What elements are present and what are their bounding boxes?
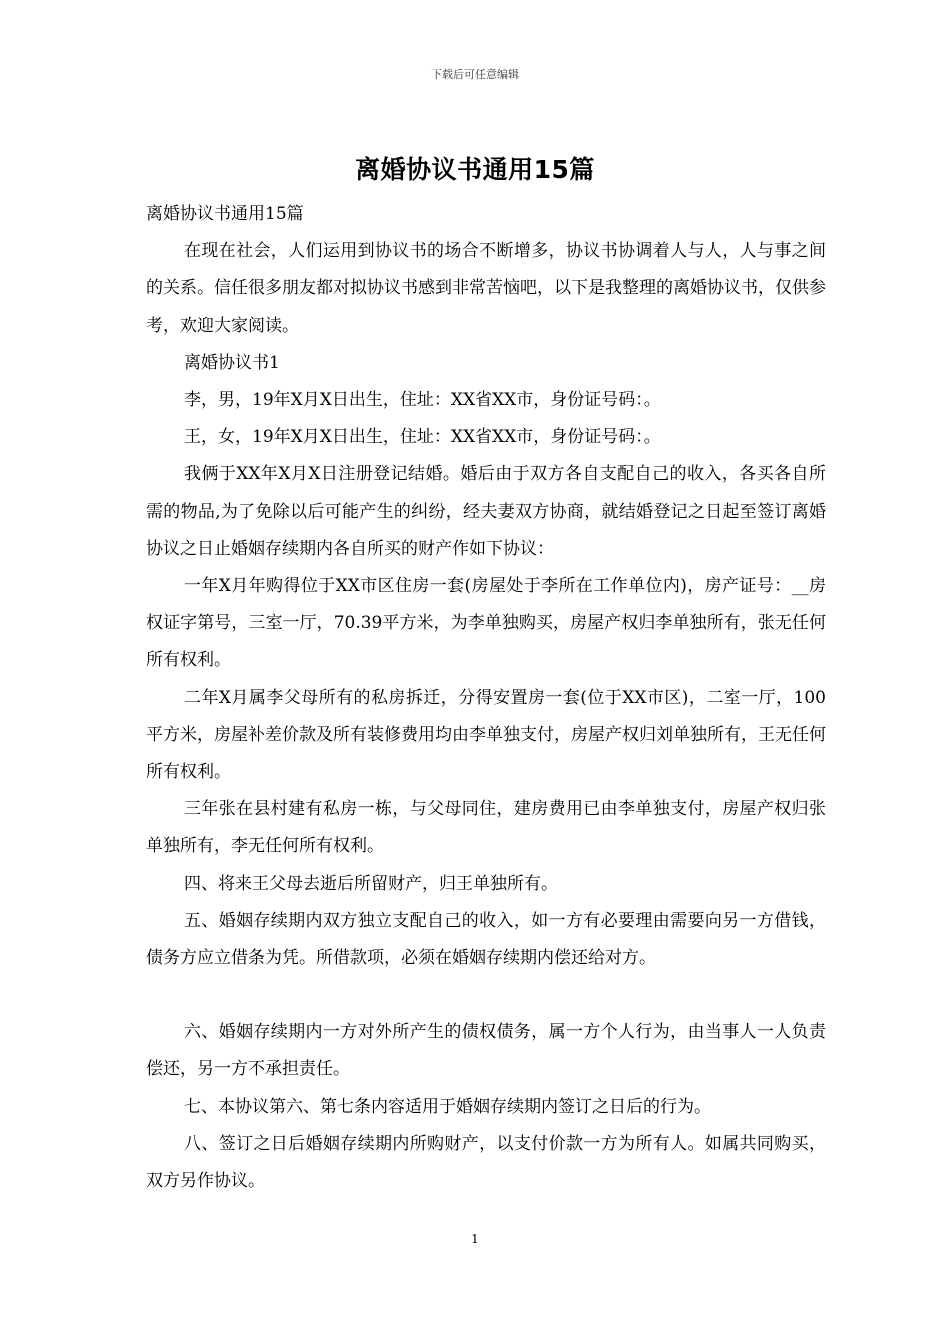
page-number: 1 bbox=[471, 1232, 479, 1246]
page-header: 下载后可任意编辑 bbox=[431, 68, 519, 81]
clause-paragraph: 七、本协议第六、第七条内容适用于婚姻存续期内签订之日后的行为。 bbox=[184, 1096, 711, 1117]
clause-paragraph: 五、婚姻存续期内双方独立支配自己的收入，如一方有必要理由需要向另一方借钱，债务方应立借条为凭。所借款项，必须在婚姻存续期内偿还给对方。 bbox=[146, 910, 826, 969]
section-heading: 离婚协议书1 bbox=[184, 352, 280, 373]
intro-paragraph: 在现在社会，人们运用到协议书的场合不断增多，协议书协调着人与人，人与事之间的关系。信任很多朋友都对拟协议书感到非常苦恼吧，以下是我整理的离婚协议书，仅供参考，欢迎大家阅读。 bbox=[146, 241, 826, 336]
clause-paragraph: 一年X月年购得位于XX市区住房一套(房屋处于李所在工作单位内)，房产证号：__房权证字第号，三室一厅，70.39平方米，为李单独购买，房屋产权归李单独所有，张无任何所有权利。 bbox=[146, 576, 826, 671]
party-a-paragraph: 李，男，19年X月X日出生，住址：XX省XX市，身份证号码：。 bbox=[184, 390, 661, 411]
clause-paragraph: 二年X月属李父母所有的私房拆迁，分得安置房一套(位于XX市区)，二室一厅，100平方米，房屋补差价款及所有装修费用均由李单独支付，房屋产权归刘单独所有，王无任何所有权利。 bbox=[146, 687, 826, 783]
party-b-paragraph: 王，女，19年X月X日出生，住址：XX省XX市，身份证号码：。 bbox=[184, 427, 661, 448]
clause-paragraph: 三年张在县村建有私房一栋，与父母同住，建房费用已由李单独支付，房屋产权归张单独所有，李无任何所有权利。 bbox=[146, 799, 826, 857]
clause-paragraph: 八、签订之日后婚姻存续期内所购财产，以支付价款一方为所有人。如属共同购买，双方另作协议。 bbox=[146, 1133, 826, 1192]
clause-paragraph: 六、婚姻存续期内一方对外所产生的债权债务，属一方个人行为，由当事人一人负责偿还，另一方不承担责任。 bbox=[146, 1022, 826, 1080]
document-title: 离婚协议书通用15篇 bbox=[355, 155, 595, 184]
blank-line bbox=[146, 977, 826, 1014]
subtitle-paragraph: 离婚协议书通用15篇 bbox=[146, 204, 304, 224]
document-body bbox=[146, 196, 826, 1200]
marriage-statement-paragraph: 我俩于XX年X月X日注册登记结婚。婚后由于双方各自支配自己的收入，各买各自所需的物品,为了免除以后可能产生的纠纷，经夫妻双方协商，就结婚登记之日起至签订离婚协议之日止婚姻存续期内各自所买的财产作如下协议： bbox=[146, 464, 826, 559]
clause-paragraph: 四、将来王父母去逝后所留财产，归王单独所有。 bbox=[184, 873, 558, 894]
